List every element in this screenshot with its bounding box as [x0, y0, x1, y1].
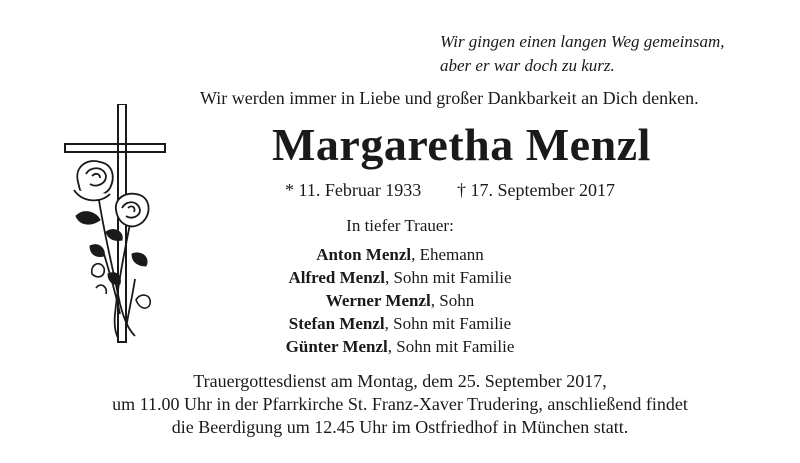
intro-text: Wir werden immer in Liebe und großer Dankbarkeit an Dich denken.: [200, 88, 699, 108]
motto-line-1: Wir gingen einen langen Weg gemeinsam,: [440, 32, 725, 51]
motto-quote: [440, 30, 780, 78]
death-date: † 17. September 2017: [457, 180, 615, 200]
cross-with-roses-graphic: [60, 104, 180, 354]
mourners-heading: In tiefer Trauer:: [346, 216, 454, 235]
service-details: [0, 370, 800, 439]
mourner-name: Alfred Menzl: [288, 268, 385, 287]
mourner-name: Werner Menzl: [325, 291, 431, 310]
motto-line-2: aber er war doch zu kurz.: [440, 56, 615, 75]
birth-date: * 11. Februar 1933: [285, 180, 422, 200]
mourner-relation: , Sohn mit Familie: [384, 268, 512, 287]
service-line-2: um 11.00 Uhr in der Pfarrkirche St. Franz-Xaver Trudering, anschließend findet: [112, 394, 688, 414]
mourner-name: Anton Menzl: [316, 245, 412, 264]
mourner-relation: , Sohn mit Familie: [384, 314, 512, 333]
mourner-relation: , Ehemann: [411, 245, 484, 264]
service-line-3: die Beerdigung um 12.45 Uhr im Ostfriedhof in München statt.: [171, 417, 629, 437]
cross-with-roses-icon: [60, 104, 180, 354]
deceased-name: Margaretha Menzl: [272, 119, 651, 170]
mourner-relation: , Sohn: [430, 291, 475, 310]
mourner-relation: , Sohn mit Familie: [387, 337, 515, 356]
service-line-1: Trauergottesdienst am Montag, dem 25. September 2017,: [193, 371, 607, 391]
mourner-name: Stefan Menzl: [288, 314, 385, 333]
mourner-name: Günter Menzl: [285, 337, 388, 356]
